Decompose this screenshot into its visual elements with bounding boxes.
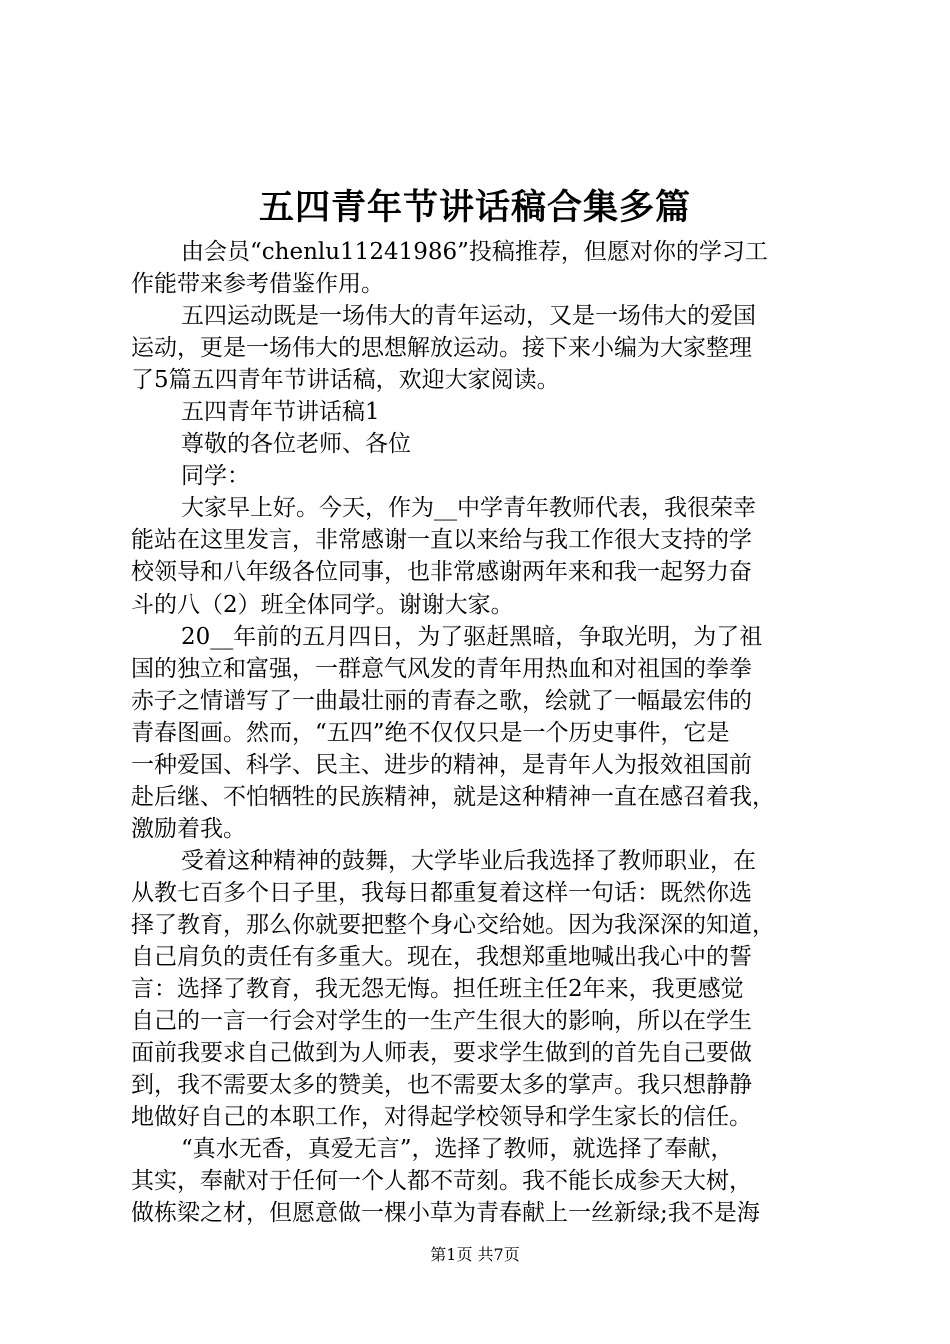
body-line: 言：选择了教育，我无怨无悔。担任班主任2年来，我更感觉 — [131, 976, 744, 1003]
body-line: 国的独立和富强，一群意气风发的青年用热血和对祖国的拳拳 — [131, 655, 752, 682]
body-line: 五四青年节讲话稿1 — [181, 399, 380, 426]
body-line: 20__年前的五月四日，为了驱赶黑暗，争取光明，为了祖 — [181, 623, 763, 650]
body-line: 了5篇五四青年节讲话稿，欢迎大家阅读。 — [131, 367, 560, 394]
body-line: 其实，奉献对于任何一个人都不苛刻。我不能长成参天大树， — [131, 1168, 752, 1195]
body-line: 青春图画。然而，“五四”绝不仅仅只是一个历史事件，它是 — [131, 719, 730, 746]
body-line: 尊敬的各位老师、各位 — [181, 431, 411, 458]
page-footer: 第1页 共7页 — [430, 1245, 520, 1264]
body-line: 做栋梁之材，但愿意做一棵小草为青春献上一丝新绿;我不是海 — [131, 1200, 760, 1227]
body-line: 斗的八（2）班全体同学。谢谢大家。 — [131, 591, 514, 618]
body-line: 五四运动既是一场伟大的青年运动，又是一场伟大的爱国 — [181, 303, 756, 330]
body-line: 大家早上好。今天，作为__中学青年教师代表，我很荣幸 — [181, 495, 756, 522]
body-line: “真水无香，真爱无言”，选择了教师，就选择了奉献， — [181, 1136, 734, 1163]
body-line: 地做好自己的本职工作，对得起学校领导和学生家长的信任。 — [131, 1104, 752, 1131]
body-line: 择了教育，那么你就要把整个身心交给她。因为我深深的知道， — [131, 911, 775, 938]
body-line: 自己的一言一行会对学生的一生产生很大的影响，所以在学生 — [131, 1008, 752, 1035]
body-line: 面前我要求自己做到为人师表，要求学生做到的首先自己要做 — [131, 1040, 752, 1067]
body-line: 校领导和八年级各位同事，也非常感谢两年来和我一起努力奋 — [131, 559, 752, 586]
body-line: 同学： — [181, 463, 250, 490]
body-line: 激励着我。 — [131, 815, 246, 842]
body-line: 能站在这里发言，非常感谢一直以来给与我工作很大支持的学 — [131, 527, 752, 554]
body-line: 从教七百多个日子里，我每日都重复着这样一句话：既然你选 — [131, 879, 752, 906]
document-body — [131, 236, 831, 1229]
body-line: 到，我不需要太多的赞美，也不需要太多的掌声。我只想静静 — [131, 1072, 752, 1099]
document-title: 五四青年节讲话稿合集多篇 — [258, 187, 691, 228]
body-line: 作能带来参考借鉴作用。 — [131, 271, 384, 298]
body-line: 赴后继、不怕牺牲的民族精神，就是这种精神一直在感召着我， — [131, 783, 775, 810]
body-line: 受着这种精神的鼓舞，大学毕业后我选择了教师职业，在 — [181, 847, 756, 874]
body-line: 赤子之情谱写了一曲最壮丽的青春之歌，绘就了一幅最宏伟的 — [131, 687, 752, 714]
body-line: 运动，更是一场伟大的思想解放运动。接下来小编为大家整理 — [131, 335, 752, 362]
body-line: 一种爱国、科学、民主、进步的精神，是青年人为报效祖国前 — [131, 751, 752, 778]
body-line: 由会员“chenlu11241986”投稿推荐，但愿对你的学习工 — [181, 239, 768, 265]
body-line: 自己肩负的责任有多重大。现在，我想郑重地喊出我心中的誓 — [131, 944, 752, 971]
